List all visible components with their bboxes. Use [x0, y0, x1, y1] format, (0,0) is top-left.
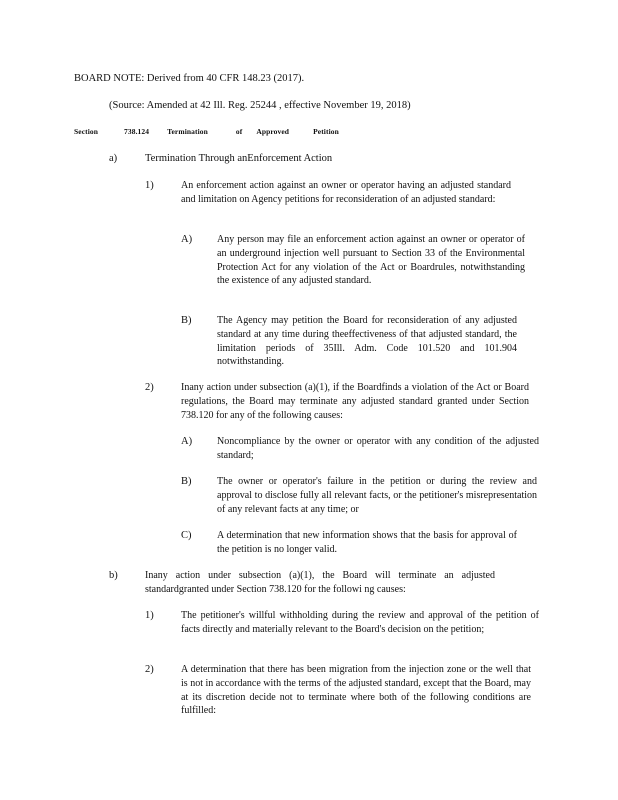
subsection-a-label: a) — [109, 153, 118, 164]
a1B-label: B) — [181, 315, 192, 326]
subsection-a-heading: Termination Through anEnforcement Action — [145, 153, 333, 164]
b2-text: A determination that there has been migration from the injection zone or the well that is not in accordance with the terms of the adjusted standard, except that the Board, may at its discretion decide not to terminate where both of the following conditions are fulfilled: — [181, 664, 531, 717]
a1-label: 1) — [145, 180, 154, 191]
section-title-word-2: of — [235, 127, 243, 136]
a2A-text: Noncompliance by the owner or operator with any condition of the adjusted standard; — [217, 436, 539, 461]
section-title-word-3: Approved — [256, 127, 290, 136]
a2-label: 2) — [145, 382, 154, 393]
section-title-word-1: Termination — [167, 127, 208, 136]
a2B-label: B) — [181, 476, 192, 487]
a2C-text: A determination that new information shows that the basis for approval of the petition is no longer valid. — [217, 530, 517, 555]
a2-text: Inany action under subsection (a)(1), if the Boardfinds a violation of the Act or Board regulations, the Board may terminate any adjusted standard granted under Section 738.120 for any of the following causes: — [181, 382, 529, 421]
a1-text: An enforcement action against an owner or operator having an adjusted standard and limitation on Agency petitions for reconsideration of an adjusted standard: — [181, 180, 511, 205]
subsection-b-text: Inany action under subsection (a)(1), the Board will terminate an adjusted standardgranted under Section 738.120 for the followi ng causes: — [145, 570, 495, 595]
a1A-text: Any person may file an enforcement action against an owner or operator of an underground injection well pursuant to Section 33 of the Environmental Protection Act for any violation of the Act or Boardrules, notwithstanding the existence of any adjusted standard. — [217, 234, 525, 287]
board-note: BOARD NOTE: Derived from 40 CFR 148.23 (2017). — [74, 73, 305, 84]
b1-label: 1) — [145, 610, 154, 621]
section-title-word-4: Petition — [313, 127, 339, 136]
section-word: Section — [74, 127, 99, 136]
source-note: (Source: Amended at 42 Ill. Reg. 25244 , effective November 19, 2018) — [109, 100, 411, 111]
a1A-label: A) — [181, 234, 193, 245]
section-number: 738.124 — [124, 127, 150, 136]
section-heading — [74, 127, 339, 136]
subsection-b-label: b) — [109, 570, 118, 581]
a2C-label: C) — [181, 530, 192, 541]
a2A-label: A) — [181, 436, 193, 447]
b2-label: 2) — [145, 664, 154, 675]
a1B-text: The Agency may petition the Board for reconsideration of any adjusted standard at any time during theeffectiveness of that adjusted standard, the limitation periods of 35Ill. Adm. Code 101.520 and 101.904 notwithstanding. — [217, 315, 517, 368]
b1-text: The petitioner's willful withholding during the review and approval of the petition of facts directly and materially relevant to the Board's decision on the petition; — [181, 610, 539, 635]
a2B-text: The owner or operator's failure in the petition or during the review and approval to disclose fully all relevant facts, or the petitioner's misrepresentation of any relevant facts at any time; or — [217, 476, 537, 515]
